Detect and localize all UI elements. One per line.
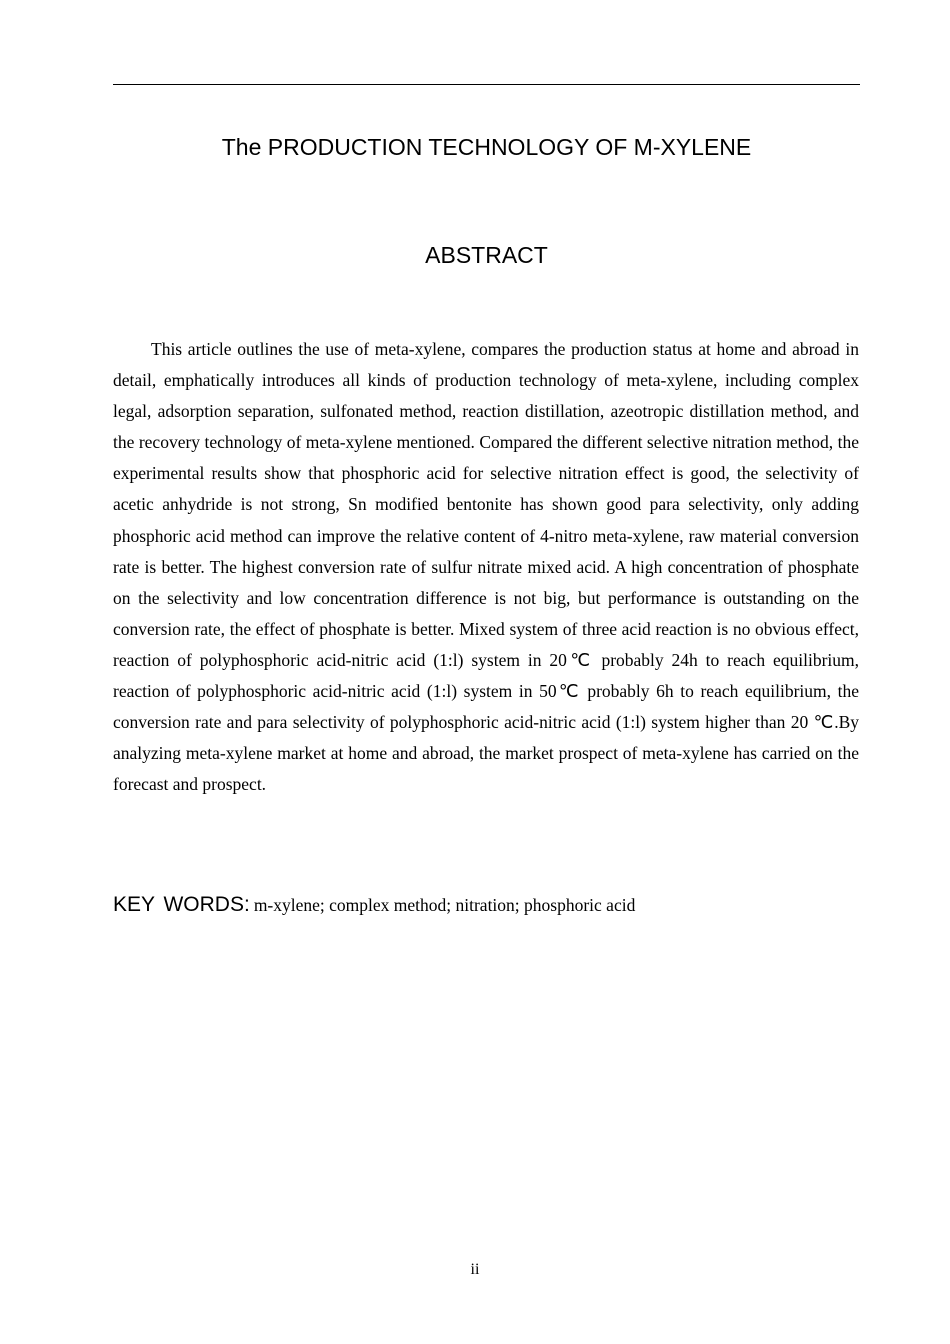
- abstract-paragraph: This article outlines the use of meta-xylene, compares the production status at home and abroad in detail, emphatically introduces all kinds of production technology of meta-xylene, including complex legal, adsorption separation, sulfonated method, reaction distillation, azeotropic distillation method, and the recovery technology of meta-xylene mentioned. Compared the different selective nitration method, the experimental results show that phosphoric acid for selective nitration effect is good, the selectivity of acetic anhydride is not strong, Sn modified bentonite has shown good para selectivity, only adding phosphoric acid method can improve the relative content of 4-nitro meta-xylene, raw material conversion rate is better. The highest conversion rate of sulfur nitrate mixed acid. A high concentration of phosphate on the selectivity and low concentration difference is not big, but performance is outstanding on the conversion rate, the effect of phosphate is better. Mixed system of three acid reaction is no obvious effect, reaction of polyphosphoric acid-nitric acid (1:l) system in 20℃ probably 24h to reach equilibrium, reaction of polyphosphoric acid-nitric acid (1:l) system in 50℃ probably 6h to reach equilibrium, the conversion rate and para selectivity of polyphosphoric acid-nitric acid (1:l) system higher than 20 ℃.By analyzing meta-xylene market at home and abroad, the market prospect of meta-xylene has carried on the forecast and prospect.: [113, 339, 859, 795]
- page-number: ii: [470, 1261, 480, 1278]
- document-title: The PRODUCTION TECHNOLOGY OF M-XYLENE: [221, 134, 752, 160]
- keywords-text: m-xylene; complex method; nitration; phosphoric acid: [253, 895, 636, 915]
- abstract-heading: ABSTRACT: [425, 242, 548, 268]
- header-rule: [113, 84, 860, 85]
- keywords-label: KEY WORDS:: [113, 893, 250, 916]
- keywords-line: [113, 893, 859, 917]
